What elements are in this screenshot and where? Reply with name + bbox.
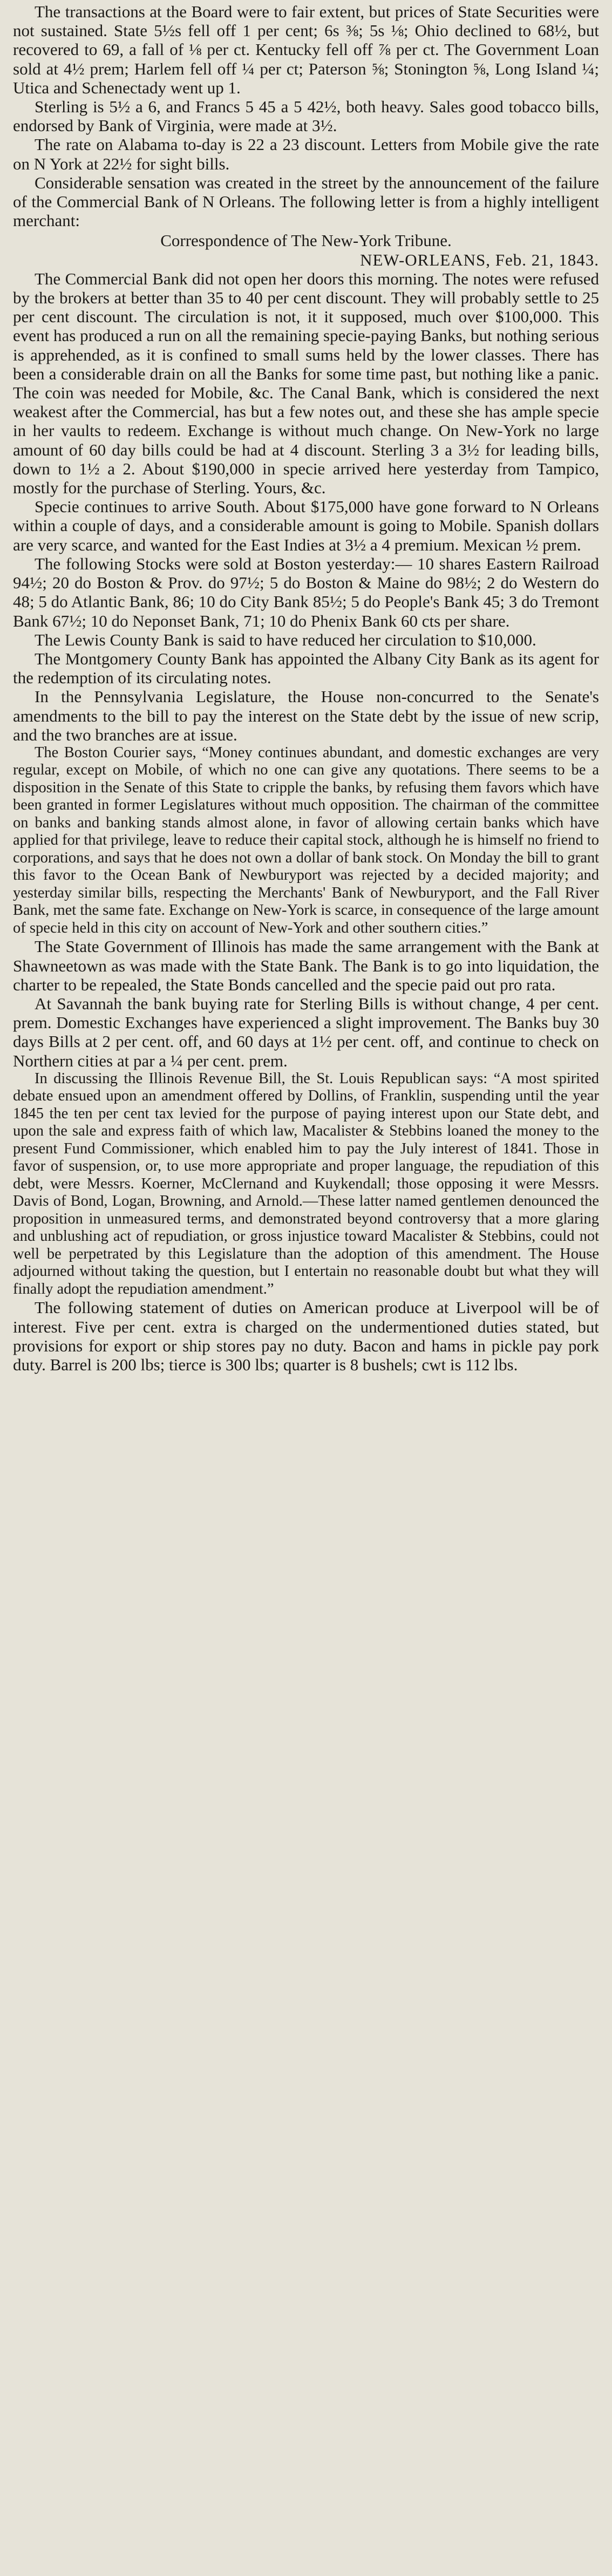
article-paragraph-p8: Specie continues to arrive South. About $175,000 have gone forward to N Orleans within a couple of days, and a considerable amount is going to Mobile. Spanish dollars are very scarce, and wanted for the East Indies at 3½ a 4 premium. Mexican ½ prem. bbox=[13, 497, 599, 554]
article-paragraph-p3: The rate on Alabama to-day is 22 a 23 discount. Letters from Mobile give the rate on N York at 22½ for sight bills. bbox=[13, 135, 599, 173]
financial-news-article bbox=[13, 2, 599, 1374]
article-paragraph-p14: The State Government of Illinois has made the same arrangement with the Bank at Shawneetown as was made with the State Bank. The Bank is to go into liquidation, the charter to be repealed, the State Bonds cancelled and the specie paid out pro rata. bbox=[13, 937, 599, 994]
article-paragraph-p13: The Boston Courier says, “Money continues abundant, and domestic exchanges are very regular, except on Mobile, of which no one can give any quotations. There seems to be a disposition in the Senate of this State to cripple the banks, by refusing them favors which have been granted in former Legislatures without much opposition. The chairman of the committee on banks and banking stands almost alone, in favor of allowing certain banks which have applied for that privilege, leave to reduce their capital stock, although he is himself no friend to corporations, and says that he does not own a dollar of bank stock. On Monday the bill to grant this favor to the Ocean Bank of Newburyport was rejected by a decided majority; and yesterday similar bills, respecting the Merchants' Bank of Newburyport, and the Fall River Bank, met the same fate. Exchange on New-York is scarce, in consequence of the large amount of specie held in this city on account of New-York and other southern cities.” bbox=[13, 744, 599, 936]
page-bottom-edge bbox=[0, 2571, 612, 2576]
article-paragraph-p5: Correspondence of The New-York Tribune. bbox=[160, 231, 452, 250]
article-paragraph-p17: The following statement of duties on American produce at Liverpool will be of interest. Five per cent. extra is charged on the undermentioned duties stated, but provisions for export or ship stores pay no duty. Bacon and hams in pickle pay pork duty. Barrel is 200 lbs; tierce is 300 lbs; quarter is 8 bushels; cwt is 112 lbs. bbox=[13, 1298, 599, 1374]
article-paragraph-p1: The transactions at the Board were to fair extent, but prices of State Securities were not sustained. State 5½s fell off 1 per cent; 6s ⅜; 5s ⅛; Ohio declined to 68½, but recovered to 69, a fall of ⅛ per ct. Kentucky fell off ⅞ per ct. The Government Loan sold at 4½ prem; Harlem fell off ¼ per ct; Paterson ⅝; Stonington ⅝, Long Island ¼; Utica and Schenectady went up 1. bbox=[13, 2, 599, 97]
article-paragraph-p10: The Lewis County Bank is said to have reduced her circulation to $10,000. bbox=[35, 630, 536, 649]
article-paragraph-p15: At Savannah the bank buying rate for Sterling Bills is without change, 4 per cent. prem. Domestic Exchanges have experienced a slight improvement. The Banks buy 30 days Bills at 2 per cent. off, and 60 days at 1½ per cent. off, and continue to check on Northern cities at par a ¼ per cent. prem. bbox=[13, 994, 599, 1070]
article-paragraph-p9: The following Stocks were sold at Boston yesterday:— 10 shares Eastern Railroad 94½; 20 do Boston & Prov. do 97½; 5 do Boston & Maine do 98½; 2 do Western do 48; 5 do Atlantic Bank, 86; 10 do City Bank 85½; 5 do People's Bank 45; 3 do Tremont Bank 67½; 10 do Neponset Bank, 71; 10 do Phenix Bank 60 cts per share. bbox=[13, 554, 599, 630]
article-paragraph-p12: In the Pennsylvania Legislature, the House non-concurred to the Senate's amendments to the bill to pay the interest on the State debt by the issue of new scrip, and the two branches are at issue. bbox=[13, 687, 599, 744]
article-paragraph-p7: The Commercial Bank did not open her doors this morning. The notes were refused by the brokers at better than 35 to 40 per cent discount. They will probably settle to 25 per cent discount. The circulation is not, it it supposed, much over $100,000. This event has produced a run on all the remaining specie-paying Banks, but nothing serious is apprehended, as it is confined to small sums held by the lower classes. There has been a considerable drain on all the Banks for some time past, but nothing like a panic. The coin was needed for Mobile, &c. The Canal Bank, which is considered the next weakest after the Commercial, has but a few notes out, and these she has ample specie in her vaults to redeem. Exchange is without much change. On New-York no large amount of 60 day bills could be had at 4 discount. Sterling 3 a 3½ for leading bills, down to 1½ a 2. About $190,000 in specie arrived here yesterday from Tampico, mostly for the purchase of Sterling. Yours, &c. bbox=[13, 269, 599, 498]
article-paragraph-p4: Considerable sensation was created in the street by the announcement of the failure of the Commercial Bank of N Orleans. The following letter is from a highly intelligent merchant: bbox=[13, 173, 599, 230]
article-paragraph-p2: Sterling is 5½ a 6, and Francs 5 45 a 5 42½, both heavy. Sales good tobacco bills, endorsed by Bank of Virginia, were made at 3½. bbox=[13, 97, 599, 135]
article-paragraph-p11: The Montgomery County Bank has appointed the Albany City Bank as its agent for the redemption of its circulating notes. bbox=[13, 649, 599, 688]
article-paragraph-p6: NEW-ORLEANS, Feb. 21, 1843. bbox=[360, 250, 599, 269]
article-paragraph-p16: In discussing the Illinois Revenue Bill, the St. Louis Republican says: “A most spirited debate ensued upon an amendment offered by Dollins, of Franklin, suspending until the year 1845 the ten per cent tax levied for the purpose of paying interest upon our State debt, and upon the sale and express faith of which law, Macalister & Stebbins loaned the money to the present Fund Commissioner, which enabled him to pay the July interest of 1841. Those in favor of suspension, or, to use more appropriate and proper language, the repudiation of this debt, were Messrs. Koerner, McClernand and Kuykendall; those opposing it were Messrs. Davis of Bond, Logan, Browning, and Arnold.—These latter named gentlemen denounced the proposition in unmeasured terms, and demonstrated beyond controversy that a more glaring and unblushing act of repudiation, or gross injustice toward Macalister & Stebbins, could not well be perpetrated by this Legislature than the adoption of this amendment. The House adjourned without taking the question, but I entertain no reasonable doubt but what they will finally adopt the repudiation amendment.” bbox=[13, 1070, 599, 1297]
